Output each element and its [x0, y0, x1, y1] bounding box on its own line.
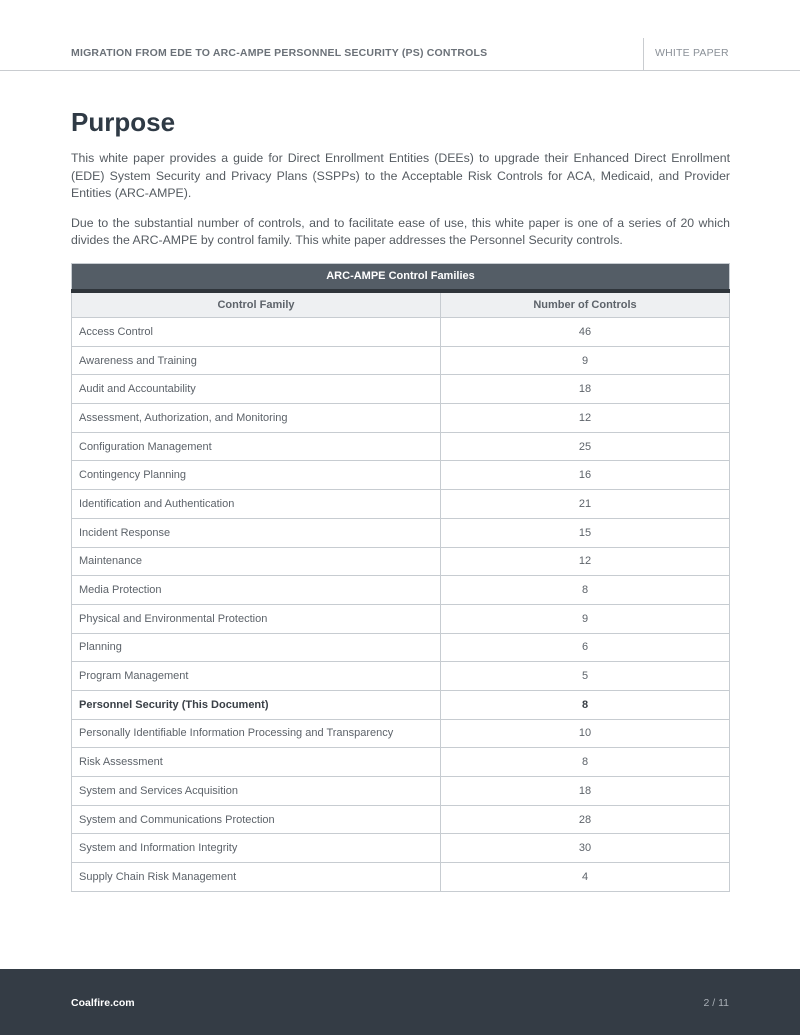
table-row [72, 346, 730, 375]
control-family-cell: System and Information Integrity [72, 834, 441, 863]
control-count-cell: 8 [441, 748, 730, 777]
column-header-number-of-controls: Number of Controls [441, 291, 730, 318]
table-row [72, 404, 730, 433]
control-count-cell: 30 [441, 834, 730, 863]
control-family-cell: Media Protection [72, 576, 441, 605]
control-families-table [71, 263, 730, 892]
table-row [72, 805, 730, 834]
table-row [72, 719, 730, 748]
footer-site: Coalfire.com [71, 997, 135, 1009]
table-row [72, 518, 730, 547]
control-family-cell: Audit and Accountability [72, 375, 441, 404]
control-family-cell: Planning [72, 633, 441, 662]
table-row [72, 633, 730, 662]
table-row [72, 834, 730, 863]
control-family-cell: Access Control [72, 318, 441, 347]
header-label: WHITE PAPER [655, 47, 729, 59]
column-header-control-family: Control Family [72, 291, 441, 318]
control-count-cell: 18 [441, 375, 730, 404]
table-row [72, 461, 730, 490]
control-family-cell: Contingency Planning [72, 461, 441, 490]
control-family-cell: Risk Assessment [72, 748, 441, 777]
table-row [72, 662, 730, 691]
table-row-current-document [72, 690, 730, 719]
control-family-cell: System and Communications Protection [72, 805, 441, 834]
control-count-cell: 15 [441, 518, 730, 547]
control-count-cell: 25 [441, 432, 730, 461]
control-count-cell: 4 [441, 863, 730, 892]
table-row [72, 777, 730, 806]
page-number: 2 / 11 [703, 997, 729, 1009]
table-row [72, 576, 730, 605]
control-family-cell: Personally Identifiable Information Processing and Transparency [72, 719, 441, 748]
control-family-cell: Program Management [72, 662, 441, 691]
page-title: Purpose [71, 107, 176, 137]
control-count-cell: 46 [441, 318, 730, 347]
header-divider [643, 38, 644, 71]
series-paragraph: Due to the substantial number of controls, and to facilitate ease of use, this white paper is one of a series of 20 which divides the ARC-AMPE by control family. This white paper addresses the Personnel Security controls. [71, 215, 730, 247]
control-count-cell: 21 [441, 490, 730, 519]
control-count-cell: 8 [441, 690, 730, 719]
control-family-cell: Supply Chain Risk Management [72, 863, 441, 892]
intro-paragraph: This white paper provides a guide for Direct Enrollment Entities (DEEs) to upgrade their Enhanced Direct Enrollment (EDE) System Security and Privacy Plans (SSPPs) to the Acceptable Risk Controls for ACA, Medicaid, and Provider Entities (ARC-AMPE). [71, 151, 730, 200]
control-count-cell: 5 [441, 662, 730, 691]
table-row [72, 318, 730, 347]
control-count-cell: 12 [441, 404, 730, 433]
table-row [72, 432, 730, 461]
control-count-cell: 12 [441, 547, 730, 576]
control-family-cell: Identification and Authentication [72, 490, 441, 519]
table-row [72, 863, 730, 892]
control-count-cell: 8 [441, 576, 730, 605]
table-body [72, 318, 730, 892]
control-family-cell: Maintenance [72, 547, 441, 576]
control-family-cell: Awareness and Training [72, 346, 441, 375]
control-count-cell: 9 [441, 346, 730, 375]
table-row [72, 375, 730, 404]
control-count-cell: 10 [441, 719, 730, 748]
table-caption: ARC-AMPE Control Families [72, 264, 730, 291]
control-family-cell: Assessment, Authorization, and Monitoring [72, 404, 441, 433]
header-title: MIGRATION FROM EDE TO ARC-AMPE PERSONNEL SECURITY (PS) CONTROLS [71, 47, 488, 59]
table-row [72, 604, 730, 633]
table-row [72, 547, 730, 576]
control-count-cell: 6 [441, 633, 730, 662]
control-count-cell: 16 [441, 461, 730, 490]
table-row [72, 748, 730, 777]
control-count-cell: 18 [441, 777, 730, 806]
control-count-cell: 9 [441, 604, 730, 633]
control-count-cell: 28 [441, 805, 730, 834]
table-row [72, 490, 730, 519]
page-header [0, 0, 800, 71]
main-content [71, 108, 730, 262]
control-family-cell: System and Services Acquisition [72, 777, 441, 806]
control-family-cell: Personnel Security (This Document) [72, 690, 441, 719]
page-footer [0, 969, 800, 1035]
control-family-cell: Configuration Management [72, 432, 441, 461]
control-family-cell: Physical and Environmental Protection [72, 604, 441, 633]
control-family-cell: Incident Response [72, 518, 441, 547]
